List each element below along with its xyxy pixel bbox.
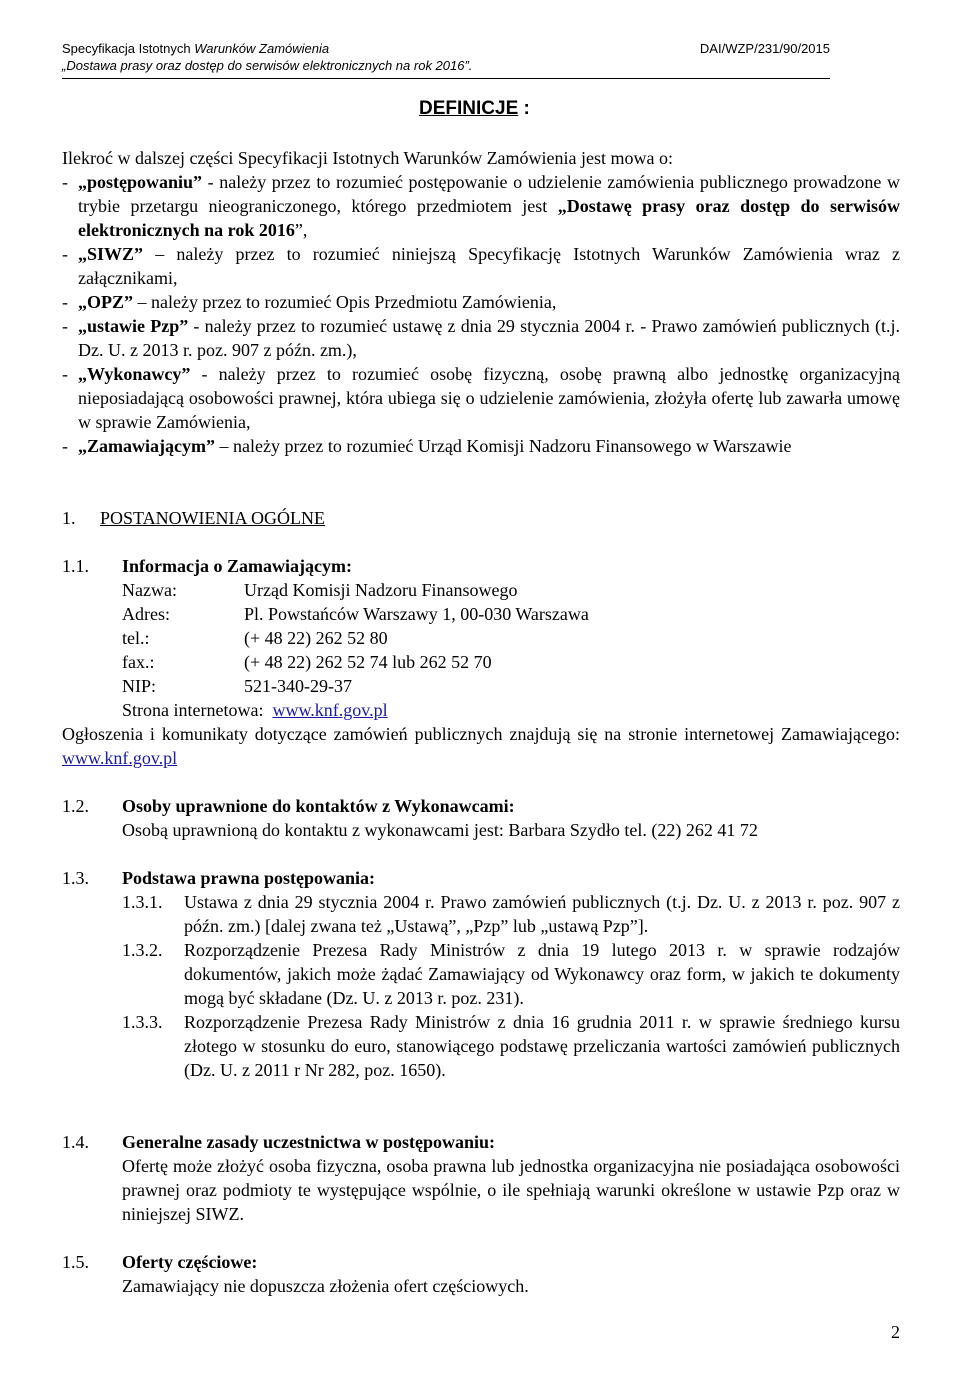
legal-basis-item: 1.3.1. Ustawa z dnia 29 stycznia 2004 r. Prawo zamówień publicznych (t.j. Dz. U. z 2013 r. poz. 907 z późn. zm.) [dalej zwana też „Ustawą”, „Pzp” lub „ustawą Pzp”]. [122,892,900,936]
definitions-lead: Ilekroć w dalszej części Specyfikacji Istotnych Warunków Zamówienia jest mowa o: [62,148,674,168]
definition-item: - „OPZ” – należy przez to rozumieć Opis Przedmiotu Zamówienia, [62,292,557,312]
legal-basis-item: 1.3.2. Rozporządzenie Prezesa Rady Ministrów z dnia 19 lutego 2013 r. w sprawie rodzajów dokumentów, jakich może żądać Zamawiający od Wykonawcy oraz form, w jakich te dokumenty mogą być składane (Dz. U. z 2013 r. poz. 231). [122,940,900,1008]
definitions-list [62,170,900,458]
definition-item: - „ustawie Pzp” - należy przez to rozumieć ustawę z dnia 29 stycznia 2004 r. - Prawo zamówień publicznych (t.j. Dz. U. z 2013 r. poz. 907 z późn. zm.), [62,316,900,360]
website-link[interactable]: www.knf.gov.pl [272,700,388,720]
definition-item: - „postępowaniu” - należy przez to rozumieć postępowanie o udzielenie zamówienia publicznego prowadzone w trybie przetargu nieograniczonego, którego przedmiotem jest „Dostawę prasy oraz dostęp do serwisów elektronicznych na rok 2016”, [62,172,900,240]
section-1-heading: 1. POSTANOWIENIA OGÓLNE [62,508,326,528]
running-header [62,40,830,79]
section-1-5: 1.5. Oferty częściowe: Zamawiający nie dopuszcza złożenia ofert częściowych. [62,1252,529,1296]
header-rule [62,78,830,79]
section-1-1: 1.1. Informacja o Zamawiającym: Nazwa: Urząd Komisji Nadzoru Finansowego Adres: Pl. Powstańców Warszawy 1, 00-030 Warszawa tel.: (+ 48 22) 262 52 80 fax.: (+ 48 22) 262 52 74 lub 262 52 70 NIP: 521-340-29-37 Strona internetowa: www.knf.gov.pl Ogłoszenia i komunikaty dotyczące zamówień publicznych znajdują się na stronie internetowej Zamawiającego: www.knf.gov.pl [62,556,900,768]
definition-item: - „Wykonawcy” - należy przez to rozumieć osobę fizyczną, osobę prawną albo jednostkę organizacyjną nieposiadającą osobowości prawnej, która ubiega się o udzielenie zamówienia, złożyła ofertę lub zawarła umowę w sprawie Zamówienia, [62,364,900,432]
header-subtitle: „Dostawa prasy oraz dostęp do serwisów elektronicznych na rok 2016”. [62,58,473,73]
contracting-authority-info: Nazwa: Urząd Komisji Nadzoru Finansowego Adres: Pl. Powstańców Warszawy 1, 00-030 Warszawa tel.: (+ 48 22) 262 52 80 fax.: (+ 48 22) 262 52 74 lub 262 52 70 NIP: 521-340-29-37 Strona internetowa: www.knf.gov.pl [122,580,589,720]
legal-basis-item: 1.3.3. Rozporządzenie Prezesa Rady Ministrów z dnia 16 grudnia 2011 r. w sprawie średniego kursu złotego w stosunku do euro, stanowiącego podstawę przeliczania wartości zamówień publicznych (Dz. U. z 2011 r Nr 282, poz. 1650). [122,1012,900,1080]
header-doc-title: Specyfikacja Istotnych Warunków Zamówienia [62,41,330,56]
header-reference: DAI/WZP/231/90/2015 [699,41,830,56]
section-1-4: 1.4. Generalne zasady uczestnictwa w postępowaniu: Ofertę może złożyć osoba fizyczna, osoba prawna lub jednostka organizacyjna nie posiadająca osobowości prawnej oraz podmioty te występujące wspólnie, o ile spełniają warunki określone w ustawie Pzp oraz w niniejszej SIWZ. [62,1132,900,1224]
page-title: DEFINICJE : [419,98,530,119]
page-number: 2 [891,1322,900,1342]
section-1-2: 1.2. Osoby uprawnione do kontaktów z Wykonawcami: Osobą uprawnioną do kontaktu z wykonawcami jest: Barbara Szydło tel. (22) 262 41 72 [62,796,758,840]
announcements-link[interactable]: www.knf.gov.pl [62,748,178,768]
section-1-3: 1.3. Podstawa prawna postępowania: 1.3.1. Ustawa z dnia 29 stycznia 2004 r. Prawo zamówień publicznych (t.j. Dz. U. z 2013 r. poz. 907 z późn. zm.) [dalej zwana też „Ustawą”, „Pzp” lub „ustawą Pzp”]. 1.3.2. Rozporządzenie Prezesa Rady Ministrów z dnia 19 lutego 2013 r. w sprawie rodzajów dokumentów, jakich może żądać Zamawiający od Wykonawcy oraz form, w jakich te dokumenty mogą być składane (Dz. U. z 2013 r. poz. 231). 1.3.3. Rozporządzenie Prezesa Rady Ministrów z dnia 16 grudnia 2011 r. w sprawie średniego kursu złotego w stosunku do euro, stanowiącego podstawę przeliczania wartości zamówień publicznych (Dz. U. z 2011 r Nr 282, poz. 1650). [62,868,900,1080]
definition-item: - „SIWZ” – należy przez to rozumieć niniejszą Specyfikację Istotnych Warunków Zamówienia wraz z załącznikami, [62,244,900,288]
definition-item: - „Zamawiającym” – należy przez to rozumieć Urząd Komisji Nadzoru Finansowego w Warszawie [62,436,792,456]
announcements-note: Ogłoszenia i komunikaty dotyczące zamówień publicznych znajdują się na stronie internetowej Zamawiającego: www.knf.gov.pl [62,724,900,768]
